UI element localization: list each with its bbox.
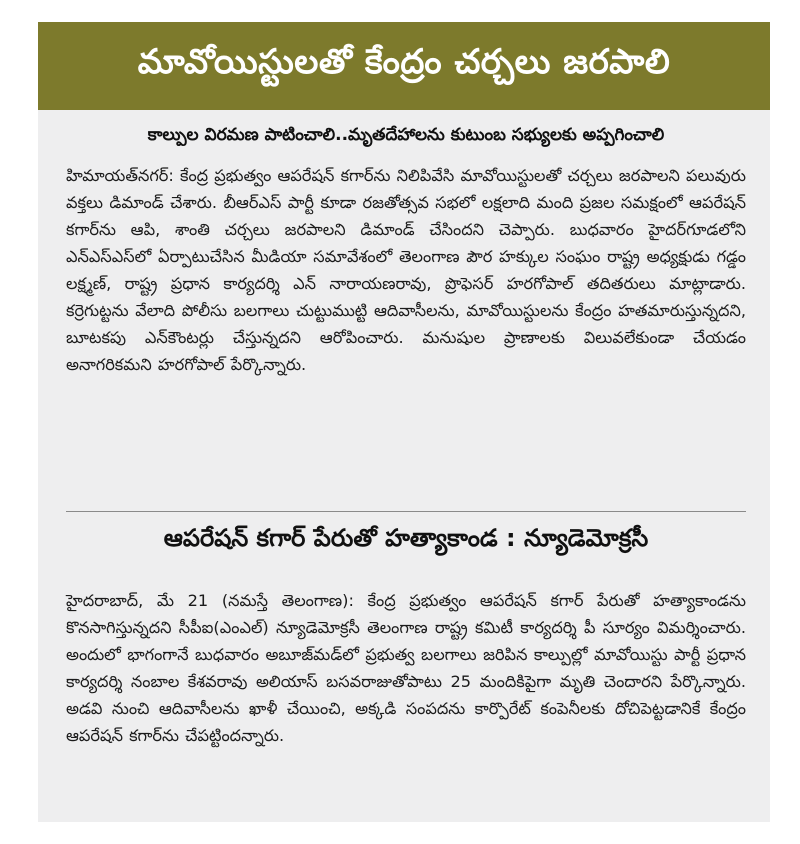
headline-band [38, 22, 770, 110]
subheadline: కాల్పుల విరమణ పాటించాలి..మృతదేహాలను కుటుంబ సభ్యులకు అప్పగించాలి [147, 125, 665, 145]
second-headline: ఆపరేషన్‌ కగార్‌ పేరుతో హత్యాకాండ : న్యూడెమోక్రసీ [163, 524, 649, 552]
story-1-body: హిమాయత్‌నగర్‌: కేంద్ర ప్రభుత్వం ఆపరేషన్‌ కగార్‌ను నిలిపివేసి మావోయిస్టులతో చర్చలు జరపాలని పలువురు వక్తలు డిమాండ్‌ చేశారు. బీఆర్‌ఎస్‌ పార్టీ కూడా రజతోత్సవ సభలో లక్షలాది మంది ప్రజల సమక్షంలో ఆపరేషన్‌ కగార్‌ను ఆపి, శాంతి చర్చలు జరపాలని డిమాండ్‌ చేసిందని చెప్పారు. బుధవారం హైదర్‌గూడలోని ఎన్‌ఎస్‌ఎస్‌లో ఏర్పాటుచేసిన మీడియా సమావేశంలో తెలంగాణ పౌర హక్కుల సంఘం రాష్ట్ర అధ్యక్షుడు గడ్డం లక్ష్మణ్‌, రాష్ట్ర ప్రధాన కార్యదర్శి ఎన్‌ నారాయణరావు, ప్రొఫెసర్‌ హరగోపాల్‌ తదితరులు మాట్లాడారు. కర్రెగుట్టను వేలాది పోలీసు బలగాలు చుట్టుముట్టి ఆదివాసీలను, మావోయిస్టులను కేంద్రం హతమారుస్తున్నదని, బూటకపు ఎన్‌కౌంటర్లు చేస్తున్నదని ఆరోపించారు. మనుషుల ప్రాణాలకు విలువలేకుండా చేయడం అనాగరికమని హరగోపాల్‌ పేర్కొన్నారు. [66, 166, 746, 374]
newspaper-clipping [38, 22, 770, 822]
section-divider [66, 511, 746, 512]
story-2-body: హైదరాబాద్‌, మే 21 (నమస్తే తెలంగాణ): కేంద్ర ప్రభుత్వం ఆపరేషన్‌ కగార్‌ పేరుతో హత్యాకాండను కొనసాగిస్తున్నదని సీపీఐ(ఎంఎల్‌) న్యూడెమోక్రసీ తెలంగాణ రాష్ట్ర కమిటీ కార్యదర్శి పీ సూర్యం విమర్శించారు. అందులో భాగంగానే బుధవారం అబూజ్‌మడ్‌లో ప్రభుత్వ బలగాలు జరిపిన కాల్పుల్లో మావోయిస్టు పార్టీ ప్రధాన కార్యదర్శి నంబాల కేశవరావు అలియాస్‌ బసవరాజుతోపాటు 25 మందికిపైగా మృతి చెందారని పేర్కొన్నారు. అడవి నుంచి ఆదివాసీలను ఖాళీ చేయించి, అక్కడి సంపదను కార్పొరేట్‌ కంపెనీలకు దోచిపెట్టడానికే కేంద్రం ఆపరేషన్‌ కగార్‌ను చేపట్టిందన్నారు. [66, 591, 746, 745]
main-headline: మావోయిస్టులతో కేంద్రం చర్చలు జరపాలి [137, 42, 671, 82]
